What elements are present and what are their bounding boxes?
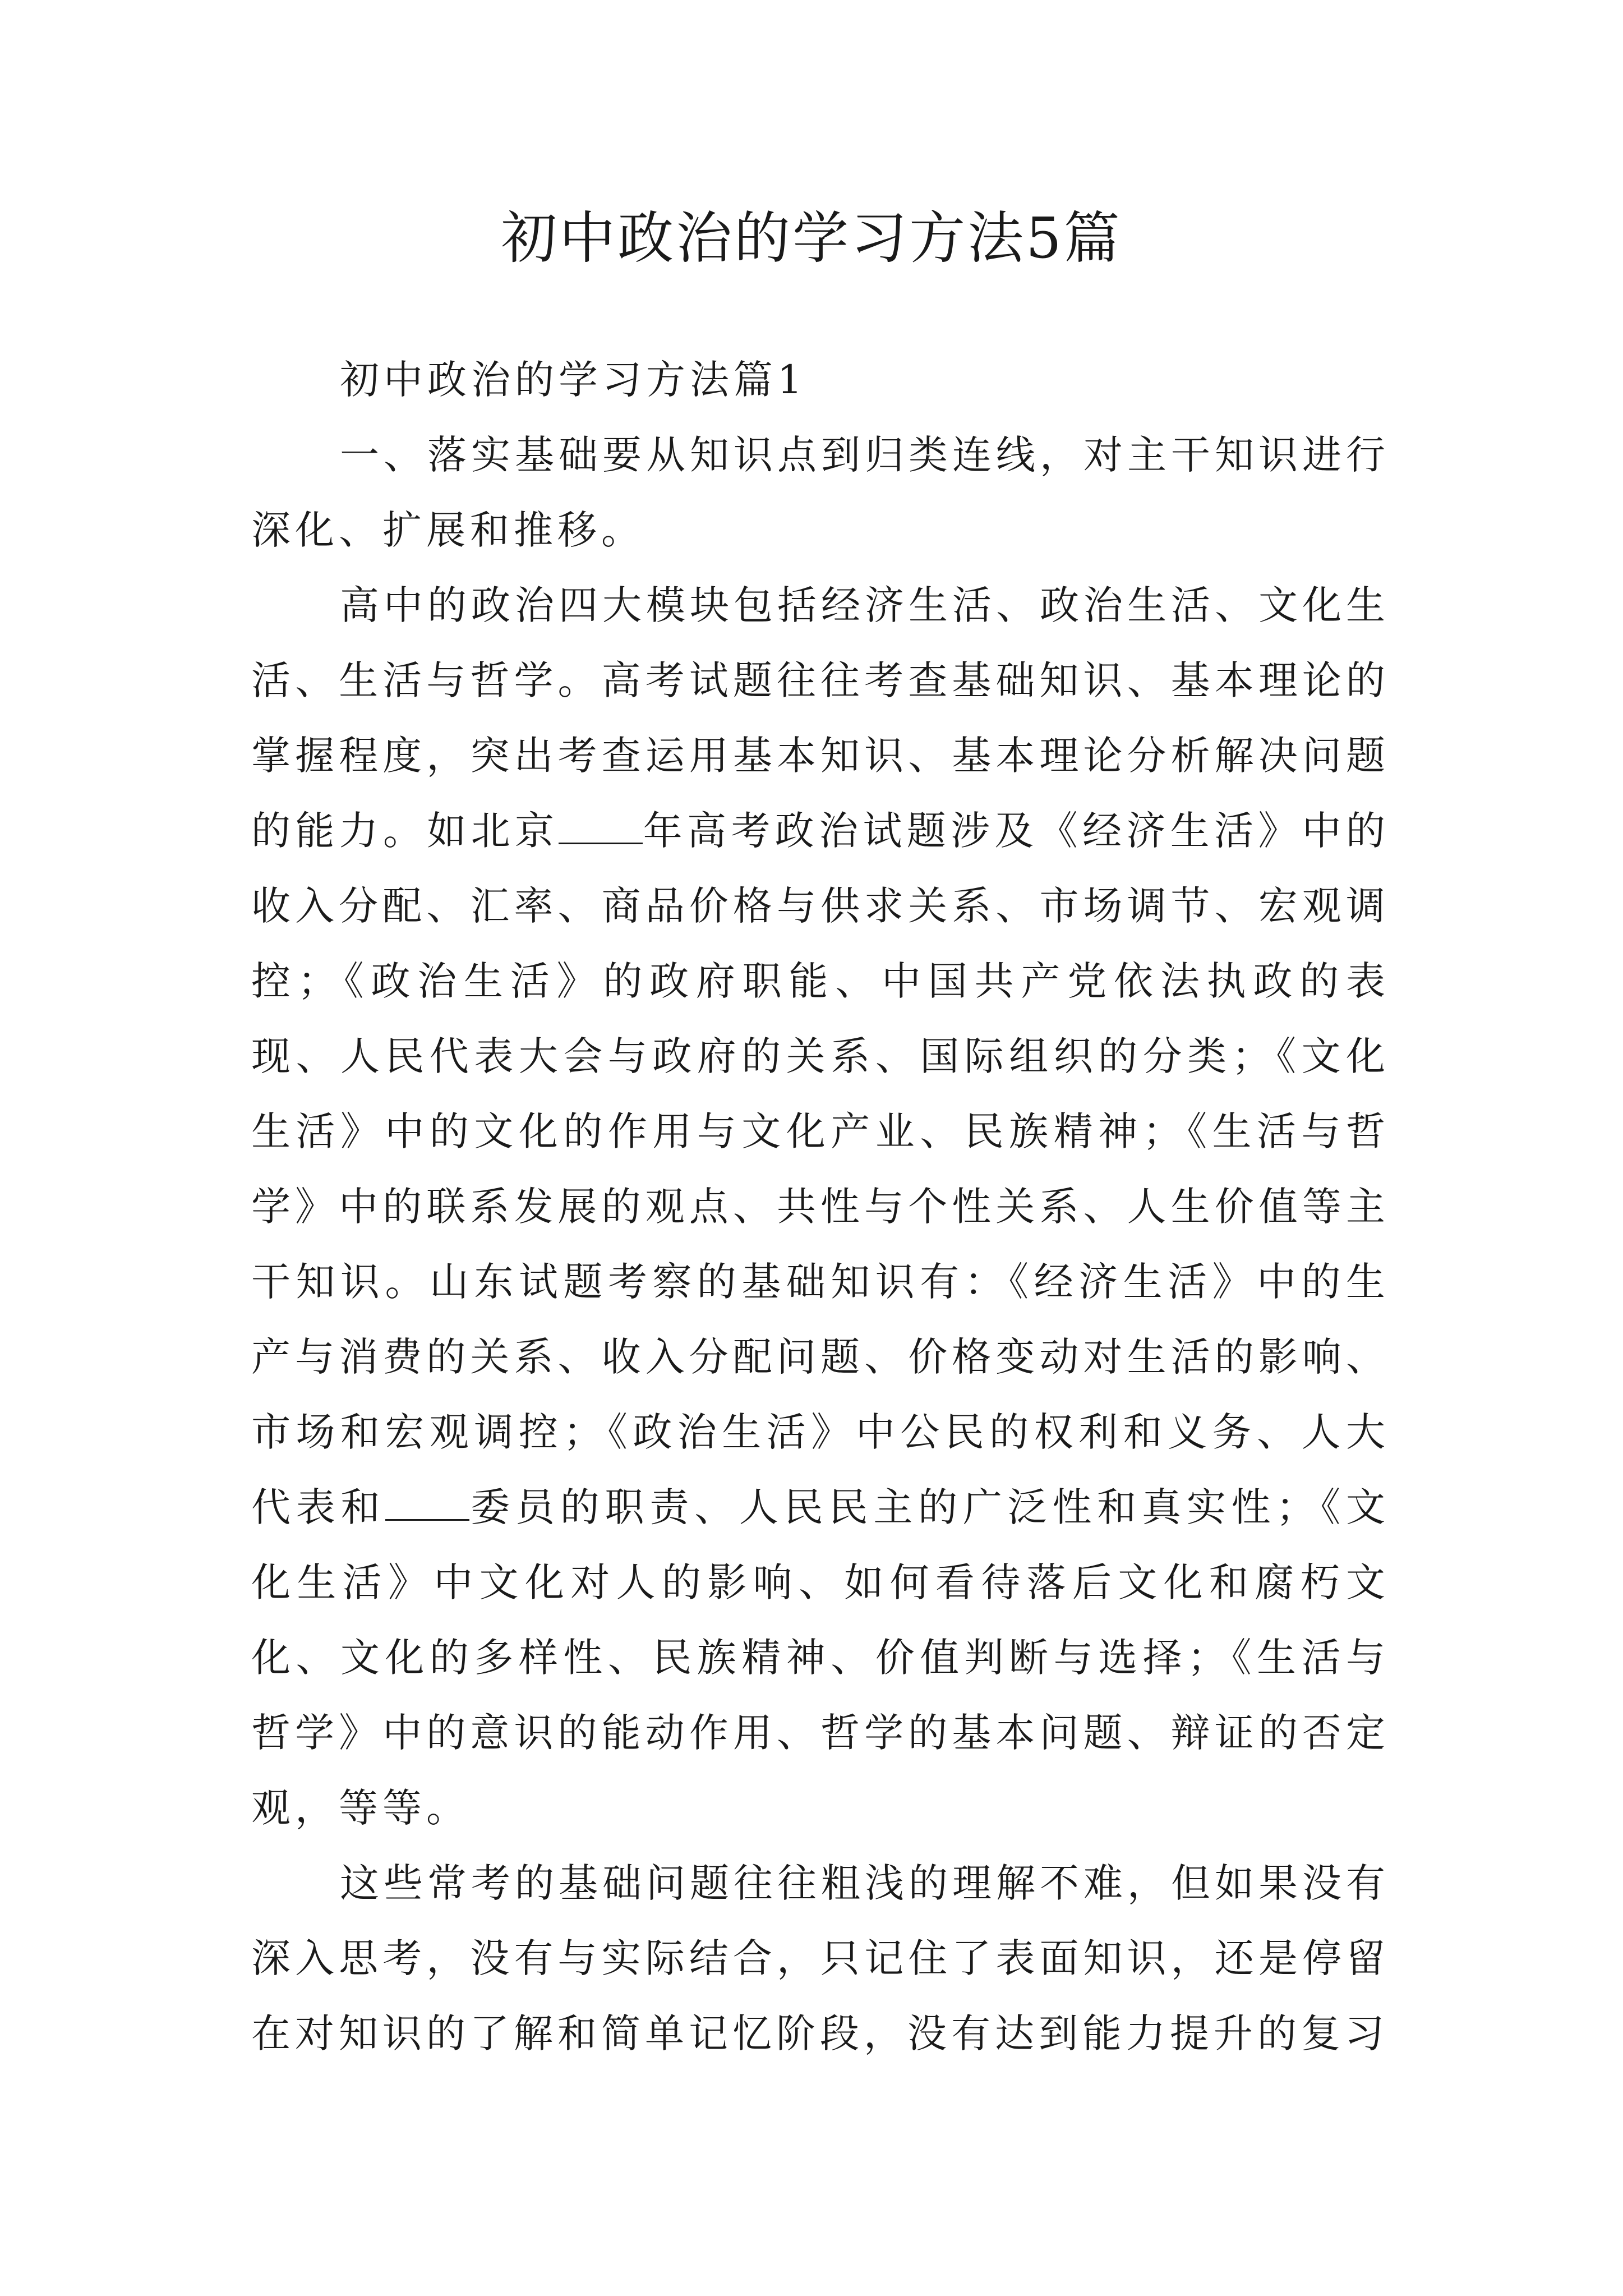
paragraph-1: 一、落实基础要从知识点到归类连线，对主干知识进行深化、扩展和推移。: [251, 432, 1390, 553]
fill-in-blank: [385, 1484, 469, 1521]
paragraph-2-part-b: 年高考政治试题涉及《经济生活》中的收入分配、汇率、商品价格与供求关系、市场调节、宏观调控；《政治生活》的政府职能、中国共产党依法执政的表现、人民代表大会与政府的关系、国际组织的分类；《文化生活》中的文化的作用与文化产业、民族精神；《生活与哲学》中的联系发展的观点、共性与个性关系、人生价值等主干知识。山东试题考察的基础知识有：《经济生活》中的生产与消费的关系、收入分配问题、价格变动对生活的影响、市场和宏观调控；《政治生活》中公民的权利和义务、人大代表和: [251, 808, 1390, 1530]
paragraph-2-part-c: 委员的职责、人民民主的广泛性和真实性；《文化生活》中文化对人的影响、如何看待落后文化和腐朽文化、文化的多样性、民族精神、价值判断与选择；《生活与哲学》中的意识的能动作用、哲学的基本问题、辩证的否定观，等等。: [251, 1484, 1390, 1831]
paragraph-2-part-a: 高中的政治四大模块包括经济生活、政治生活、文化生活、生活与哲学。高考试题往往考查基础知识、基本理论的掌握程度，突出考查运用基本知识、基本理论分析解决问题的能力。如北京: [251, 582, 1390, 854]
document-body: [251, 342, 1390, 2071]
paragraph-2: [251, 568, 1390, 1846]
document-title: 初中政治的学习方法5篇: [501, 205, 1122, 271]
section-heading: 初中政治的学习方法篇1: [340, 357, 807, 403]
paragraph-3: 这些常考的基础问题往往粗浅的理解不难，但如果没有深入思考，没有与实际结合，只记住了表面知识，还是停留在对知识的了解和简单记忆阶段，没有达到能力提升的复习: [251, 1860, 1390, 2056]
fill-in-blank: [559, 808, 643, 844]
